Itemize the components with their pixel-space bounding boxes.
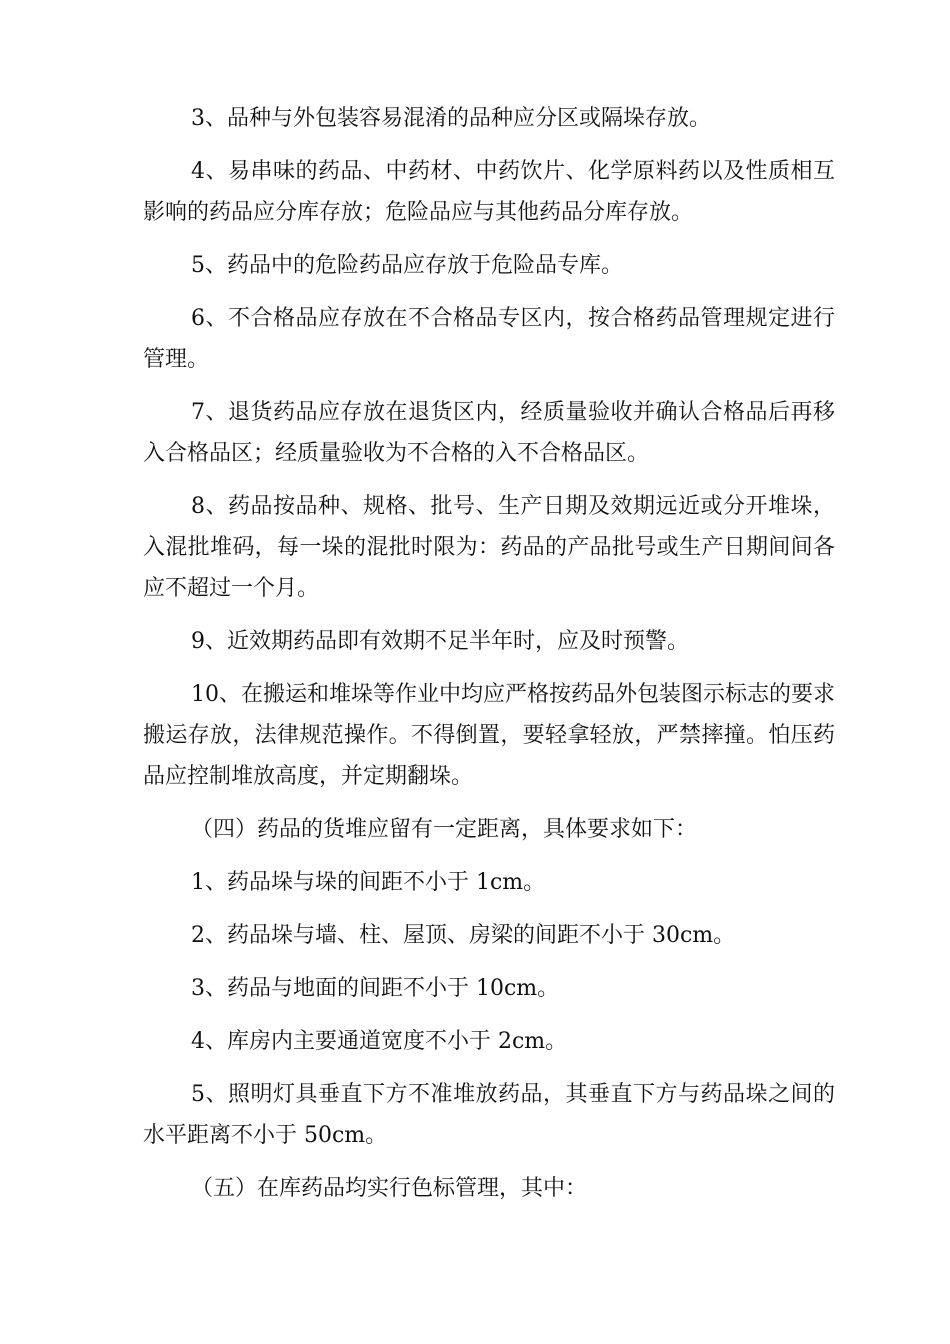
section-heading-5-color-code: （五）在库药品均实行色标管理，其中： — [191, 1176, 588, 1201]
document-body — [143, 98, 835, 1221]
paragraph-item-6-nonconforming: 6、不合格品应存放在不合格品专区内，按合格药品管理规定进行管理。 — [143, 306, 835, 372]
paragraph-item-4-odor-storage: 4、易串味的药品、中药材、中药饮片、化学原料药以及性质相互影响的药品应分库存放；危险品应与其他药品分库存放。 — [143, 159, 835, 225]
paragraph-item-5-hazardous-storage: 5、药品中的危险药品应存放于危险品专库。 — [191, 253, 623, 278]
paragraph-spacing-2: 2、药品垛与墙、柱、屋顶、房梁的间距不小于 30cm。 — [191, 923, 736, 948]
paragraph-item-9-expiry-warning: 9、近效期药品即有效期不足半年时，应及时预警。 — [191, 629, 689, 654]
paragraph-spacing-3: 3、药品与地面的间距不小于 10cm。 — [191, 976, 560, 1001]
paragraph-item-7-returns: 7、退货药品应存放在退货区内，经质量验收并确认合格品后再移入合格品区；经质量验收为不合格的入不合格品区。 — [143, 400, 835, 466]
paragraph-item-3-separate-storage: 3、品种与外包装容易混淆的品种应分区或隔垛存放。 — [191, 106, 711, 131]
paragraph-item-10-handling: 10、在搬运和堆垛等作业中均应严格按药品外包装图示标志的要求搬运存放，法律规范操作。不得倒置，要轻拿轻放，严禁摔撞。怕压药品应控制堆放高度，并定期翻垛。 — [143, 682, 835, 789]
paragraph-spacing-1: 1、药品垛与垛的间距不小于 1cm。 — [191, 870, 546, 895]
paragraph-spacing-5: 5、照明灯具垂直下方不准堆放药品，其垂直下方与药品垛之间的水平距离不小于 50cm。 — [143, 1082, 835, 1148]
paragraph-item-8-stacking: 8、药品按品种、规格、批号、生产日期及效期远近或分开堆垛，入混批堆码，每一垛的混批时限为：药品的产品批号或生产日期间间各应不超过一个月。 — [143, 494, 835, 601]
section-heading-4-spacing: （四）药品的货堆应留有一定距离，具体要求如下： — [191, 817, 698, 842]
paragraph-spacing-4: 4、库房内主要通道宽度不小于 2cm。 — [191, 1029, 568, 1054]
